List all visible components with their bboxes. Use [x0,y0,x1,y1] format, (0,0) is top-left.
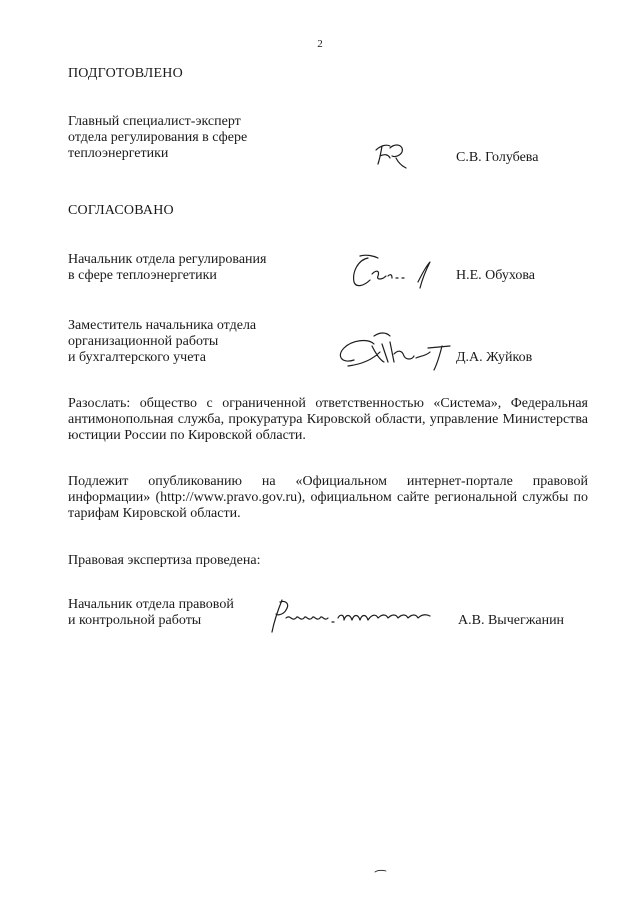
publication-text: Подлежит опубликованию на «Официальном интернет-портале правовой информации» (http://www.pravo.gov.ru), официальном сайте региональной службы по тарифам Кировской области. [68,474,588,521]
signature-vychegzhanin [266,592,446,638]
signature-obukhova [348,252,438,292]
page-number: 2 [317,38,323,50]
signature-golubeva [372,136,412,172]
prepared-signatory-name: С.В. Голубева [456,150,539,165]
prepared-signatory-role: Главный специалист-эксперт отдела регулирования в сфере теплоэнергетики [68,114,248,161]
approved-signatory-1-name: Н.Е. Обухова [456,268,535,283]
publication-paragraph [68,474,588,522]
approved-signatory-1-role: Начальник отдела регулирования в сфере теплоэнергетики [68,252,267,283]
approved-signatory-2-name: Д.А. Жуйков [456,350,533,365]
approved-signatory-2-role: Заместитель начальника отдела организационной работы и бухгалтерского учета [68,318,257,365]
distribution-paragraph [68,396,588,444]
distribution-text: Разослать: общество с ограниченной ответственностью «Система», Федеральная антимонопольная служба, прокуратура Кировской области, управление Министерства юстиции России по Кировской области. [68,396,588,443]
prepared-heading: ПОДГОТОВЛЕНО [68,66,183,81]
page-footer-mark [374,868,388,874]
legal-review-note: Правовая экспертиза проведена: [68,553,261,568]
signature-zhuikov [334,330,454,374]
legal-review-signatory-role: Начальник отдела правовой и контрольной работы [68,597,234,628]
approved-heading: СОГЛАСОВАНО [68,203,174,218]
legal-review-signatory-name: А.В. Вычегжанин [458,613,565,628]
